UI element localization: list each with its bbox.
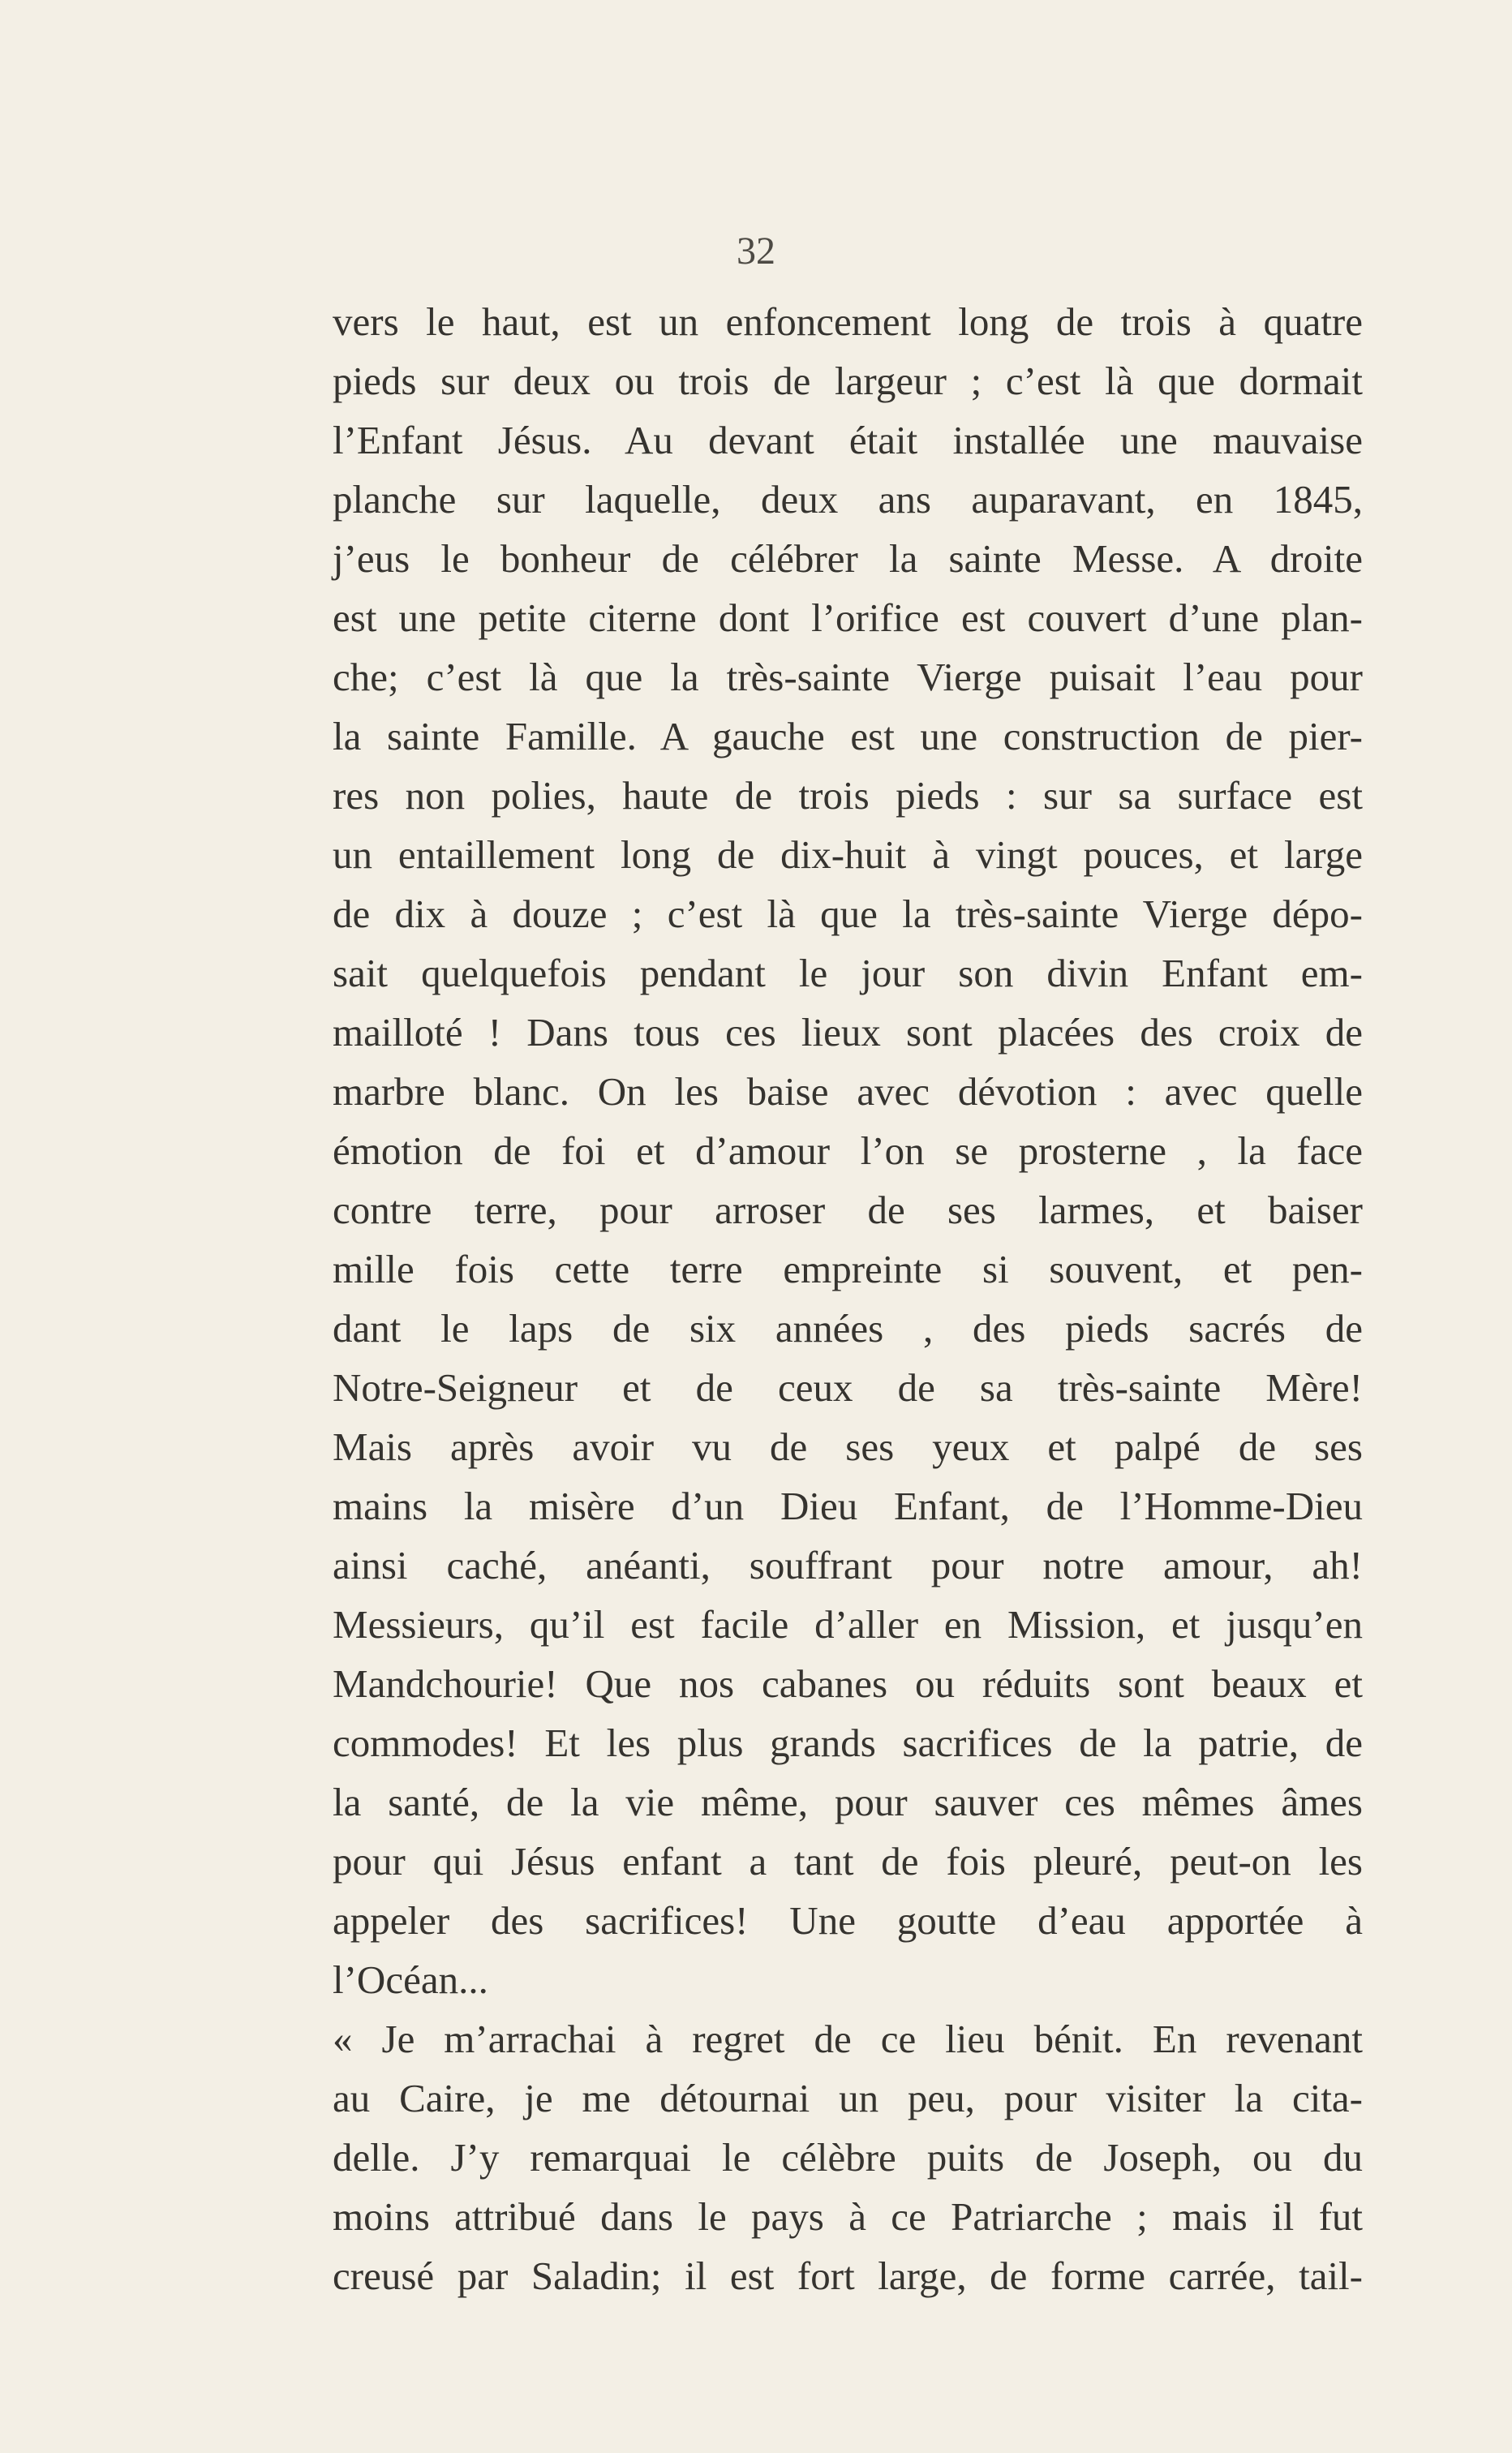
text-line: ainsi caché, anéanti, souffrant pour notre amour, ah! [333, 1543, 1363, 1587]
text-line: la santé, de la vie même, pour sauver ces mêmes âmes [333, 1780, 1363, 1824]
text-line: marbre blanc. On les baise avec dévotion : avec quelle [333, 1069, 1363, 1114]
text-line: de dix à douze ; c’est là que la très-sainte Vierge dépo- [333, 891, 1363, 936]
text-line: mille fois cette terre empreinte si souvent, et pen- [333, 1247, 1363, 1291]
text-line: sait quelquefois pendant le jour son divin Enfant em- [333, 951, 1363, 995]
page-number: 32 [737, 230, 775, 273]
text-line: delle. J’y remarquai le célèbre puits de Joseph, ou du [333, 2135, 1363, 2180]
text-line: mailloté ! Dans tous ces lieux sont placées des croix de [333, 1010, 1363, 1055]
text-line: l’Enfant Jésus. Au devant était installée une mauvaise [333, 418, 1363, 462]
text-line: che; c’est là que la très-sainte Vierge puisait l’eau pour [333, 655, 1363, 699]
text-line: émotion de foi et d’amour l’on se prosterne , la face [333, 1128, 1363, 1173]
text-line: vers le haut, est un enfoncement long de trois à quatre [333, 299, 1363, 344]
text-line: contre terre, pour arroser de ses larmes, et baiser [333, 1188, 1363, 1232]
text-line: au Caire, je me détournai un peu, pour visiter la cita- [333, 2076, 1363, 2120]
text-line: moins attribué dans le pays à ce Patriarche ; mais il fut [333, 2194, 1363, 2239]
text-line: la sainte Famille. A gauche est une construction de pier- [333, 714, 1363, 758]
text-line: pieds sur deux ou trois de largeur ; c’est là que dormait [333, 359, 1363, 403]
text-line: j’eus le bonheur de célébrer la sainte Messe. A droite [333, 536, 1363, 581]
text-line: « Je m’arrachai à regret de ce lieu bénit. En revenant [333, 2017, 1363, 2061]
text-line: pour qui Jésus enfant a tant de fois pleuré, peut-on les [333, 1839, 1363, 1884]
text-line: Mais après avoir vu de ses yeux et palpé de ses [333, 1424, 1363, 1469]
paragraph-end-line: l’Océan... [333, 1957, 488, 2002]
text-line: Mandchourie! Que nos cabanes ou réduits sont beaux et [333, 1661, 1363, 1706]
text-line: creusé par Saladin; il est fort large, de forme carrée, tail- [333, 2253, 1363, 2298]
text-line: Messieurs, qu’il est facile d’aller en Mission, et jusqu’en [333, 1602, 1363, 1647]
text-line: commodes! Et les plus grands sacrifices de la patrie, de [333, 1721, 1363, 1765]
text-line: Notre-Seigneur et de ceux de sa très-sainte Mère! [333, 1365, 1363, 1410]
text-line: est une petite citerne dont l’orifice est couvert d’une plan- [333, 595, 1363, 640]
text-line: mains la misère d’un Dieu Enfant, de l’Homme-Dieu [333, 1484, 1363, 1528]
text-line: res non polies, haute de trois pieds : sur sa surface est [333, 773, 1363, 818]
body-text [333, 292, 1363, 2305]
text-line: planche sur laquelle, deux ans auparavant, en 1845, [333, 477, 1363, 522]
text-line: un entaillement long de dix-huit à vingt pouces, et large [333, 832, 1363, 877]
text-line: dant le laps de six années , des pieds sacrés de [333, 1306, 1363, 1351]
text-line: appeler des sacrifices! Une goutte d’eau apportée à [333, 1898, 1363, 1943]
